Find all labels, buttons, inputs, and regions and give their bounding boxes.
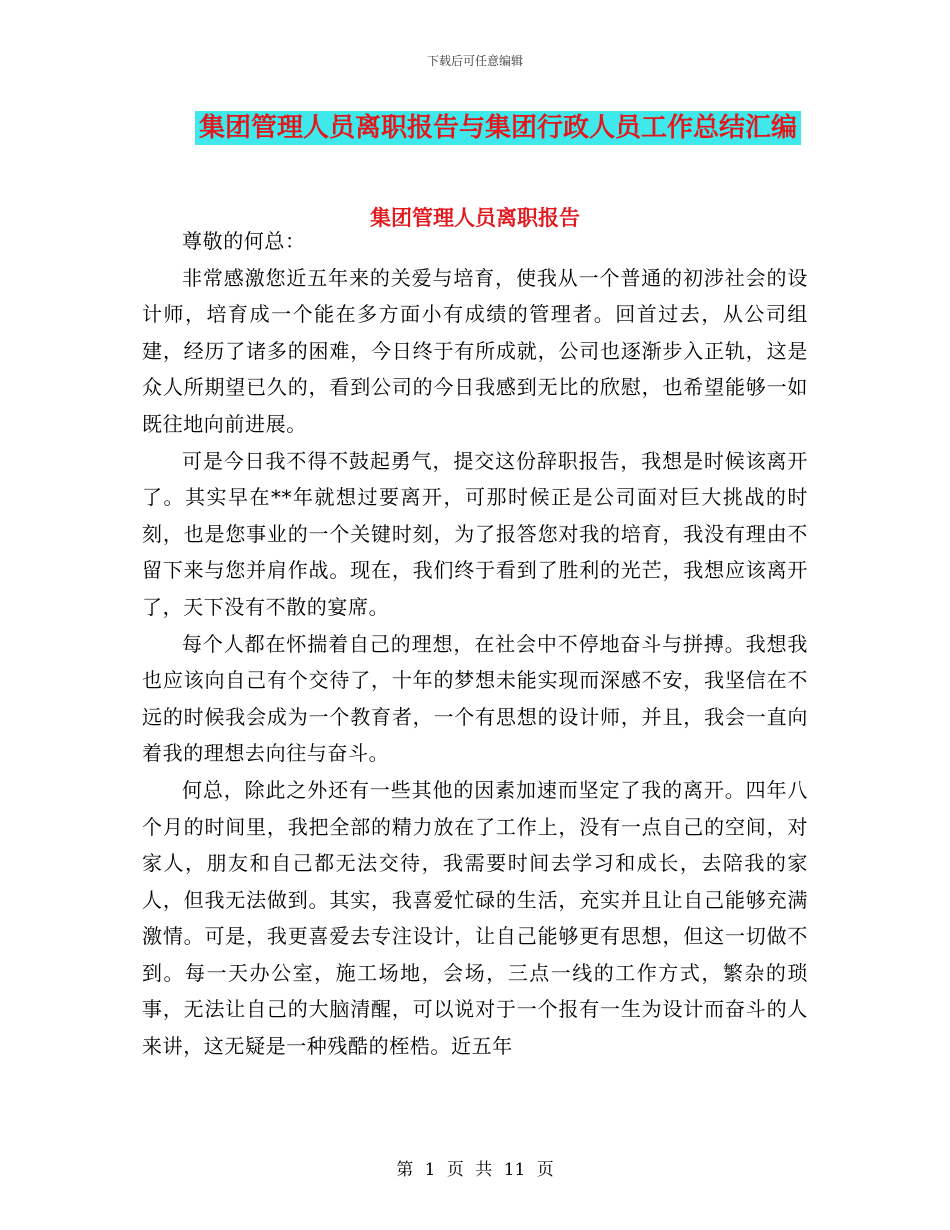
page-number-footer: 第 1 页 共 11 页 [396, 1160, 554, 1180]
document-main-title: 集团管理人员离职报告与集团行政人员工作总结汇编 [195, 111, 801, 145]
body-paragraph: 何总，除此之外还有一些其他的因素加速而坚定了我的离开。四年八个月的时间里，我把全部的精力放在了工作上，没有一点自己的空间，对家人，朋友和自己都无法交待，我需要时间去学习和成长，去陪我的家人，但我无法做到。其实，我喜爱忙碌的生活，充实并且让自己能够充满激情。可是，我更喜爱去专注设计，让自己能够更有思想，但这一切做不到。每一天办公室，施工场地，会场，三点一线的工作方式，繁杂的琐事，无法让自己的大脑清醒，可以说对于一个报有一生为设计而奋斗的人来讲，这无疑是一种残酷的桎梏。近五年 [142, 777, 808, 1059]
body-paragraph: 每个人都在怀揣着自己的理想，在社会中不停地奋斗与拼搏。我想我也应该向自己有个交待了，十年的梦想未能实现而深感不安，我坚信在不远的时候我会成为一个教育者，一个有思想的设计师，并且，我会一直向着我的理想去向往与奋斗。 [142, 631, 808, 766]
page-header-note: 下载后可任意编辑 [426, 54, 523, 68]
body-paragraph: 可是今日我不得不鼓起勇气，提交这份辞职报告，我想是时候该离开了。其实早在**年就想过要离开，可那时候正是公司面对巨大挑战的时刻，也是您事业的一个关键时刻，为了报答您对我的培育，我没有理由不留下来与您并肩作战。现在，我们终于看到了胜利的光芒，我想应该离开了，天下没有不散的宴席。 [142, 448, 808, 619]
greeting-line: 尊敬的何总： [182, 229, 306, 253]
section-title: 集团管理人员离职报告 [370, 205, 580, 230]
body-paragraph: 非常感激您近五年来的关爱与培育，使我从一个普通的初涉社会的设计师，培育成一个能在多方面小有成绩的管理者。回首过去，从公司组建，经历了诸多的困难，今日终于有所成就，公司也逐渐步入正轨，这是众人所期望已久的，看到公司的今日我感到无比的欣慰，也希望能够一如既往地向前进展。 [142, 265, 808, 436]
document-body [142, 223, 808, 1065]
